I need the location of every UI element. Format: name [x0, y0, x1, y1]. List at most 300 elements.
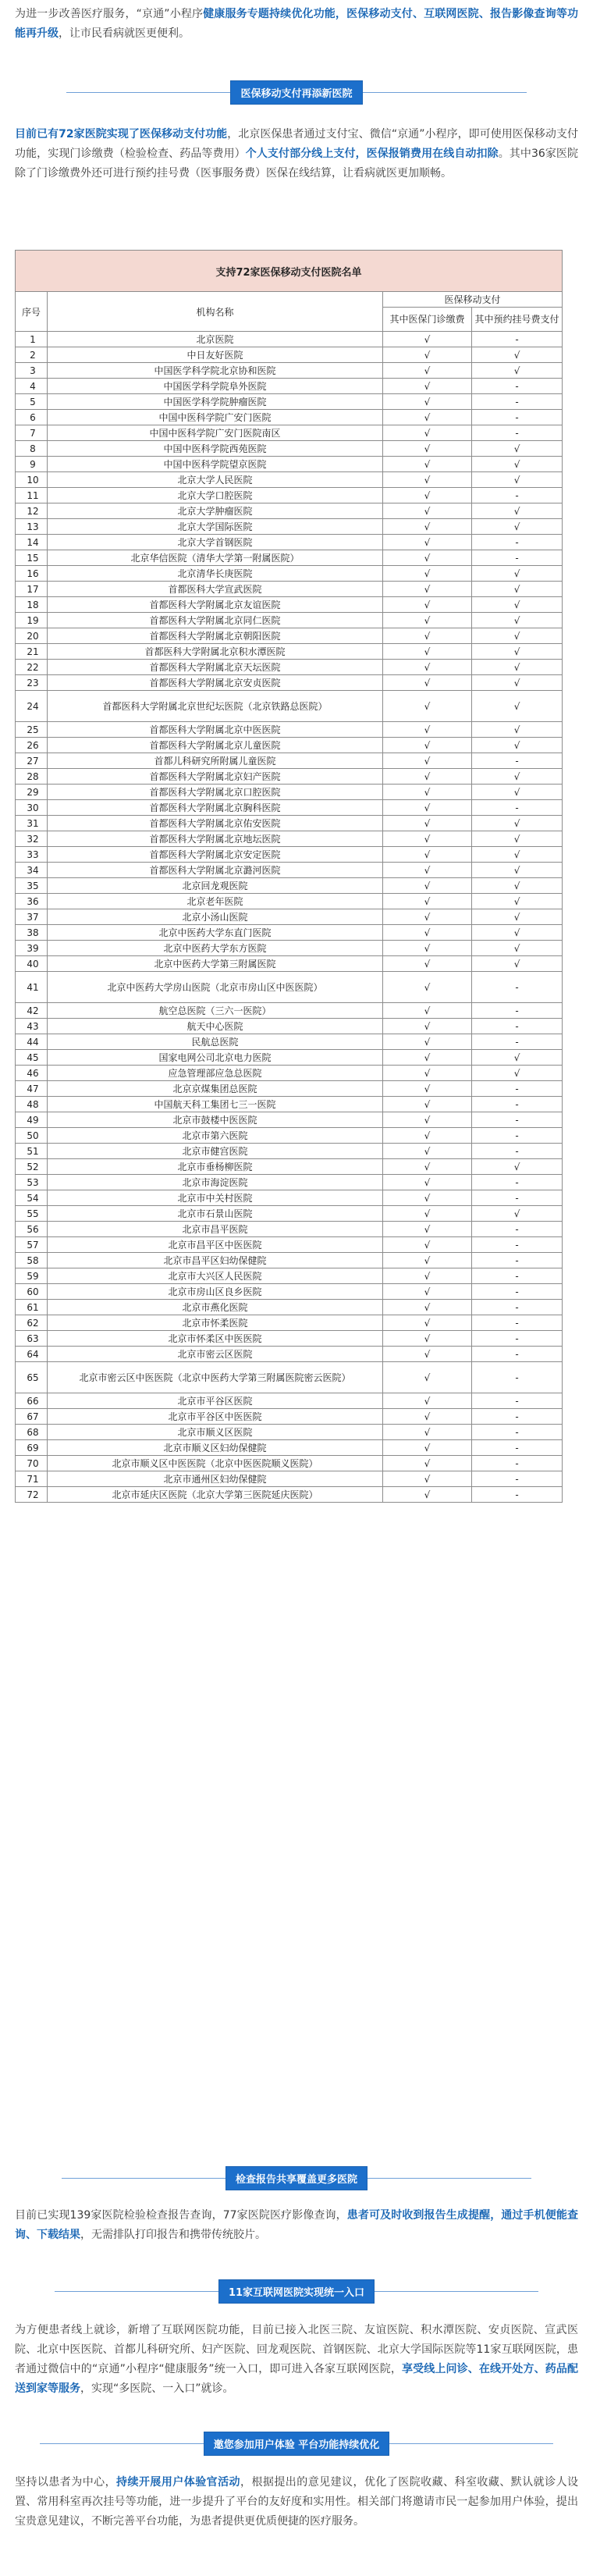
row-number: 43: [16, 1019, 48, 1034]
row-number: 51: [16, 1144, 48, 1159]
title-rule-left: [62, 2178, 225, 2179]
registration-pay-mark: -: [472, 535, 563, 550]
registration-pay-mark: -: [472, 1409, 563, 1425]
institution-name: 首都医科大学附属北京天坛医院: [48, 660, 383, 675]
outpatient-pay-mark: √: [383, 1237, 472, 1253]
outpatient-pay-mark: √: [383, 613, 472, 628]
row-number: 24: [16, 691, 48, 722]
registration-pay-mark: √: [472, 675, 563, 691]
outpatient-pay-mark: √: [383, 628, 472, 644]
institution-name: 中国医学科学院北京协和医院: [48, 363, 383, 379]
outpatient-pay-mark: √: [383, 1003, 472, 1019]
row-number: 39: [16, 941, 48, 956]
mobile-pay-text-1: ，北京医保患者通过支付宝、微信“京通”小程序，即可使用医保移动支付功能，实现门诊缴费（检验检查、药品等费用）: [15, 128, 578, 160]
section-title-mobile-pay: [0, 80, 593, 105]
institution-name: 中国中医科学院西苑医院: [48, 441, 383, 457]
row-number: 12: [16, 503, 48, 519]
institution-name: 北京京煤集团总医院: [48, 1081, 383, 1097]
hospital-table-wrap: [0, 250, 593, 1503]
outpatient-pay-mark: √: [383, 1331, 472, 1347]
row-number: 47: [16, 1081, 48, 1097]
institution-name: 北京市燕化医院: [48, 1300, 383, 1315]
row-number: 21: [16, 644, 48, 660]
registration-pay-mark: -: [472, 1393, 563, 1409]
table-row: [16, 535, 563, 550]
row-number: 11: [16, 488, 48, 503]
registration-pay-mark: -: [472, 1128, 563, 1144]
outpatient-pay-mark: √: [383, 1175, 472, 1190]
table-row: [16, 1050, 563, 1066]
row-number: 56: [16, 1222, 48, 1237]
row-number: 14: [16, 535, 48, 550]
outpatient-pay-mark: √: [383, 1159, 472, 1175]
table-row: [16, 1300, 563, 1315]
registration-pay-mark: √: [472, 816, 563, 831]
table-row: [16, 1268, 563, 1284]
institution-name: 首都医科大学附属北京妇产医院: [48, 769, 383, 785]
table-row: [16, 1237, 563, 1253]
institution-name: 航天中心医院: [48, 1019, 383, 1034]
row-number: 20: [16, 628, 48, 644]
row-number: 16: [16, 566, 48, 582]
institution-name: 北京大学口腔医院: [48, 488, 383, 503]
registration-pay-mark: √: [472, 566, 563, 582]
institution-name: 首都医科大学附属北京潞河医院: [48, 863, 383, 878]
institution-name: 首都医科大学附属北京佑安医院: [48, 816, 383, 831]
institution-name: 中国航天科工集团七三一医院: [48, 1097, 383, 1112]
outpatient-pay-mark: √: [383, 1456, 472, 1471]
reports-text: 目前已实现139家医院检验检查报告查询，77家医院医疗影像查询，: [15, 2209, 347, 2222]
row-number: 60: [16, 1284, 48, 1300]
outpatient-pay-mark: √: [383, 1315, 472, 1331]
registration-pay-mark: -: [472, 1034, 563, 1050]
outpatient-pay-mark: √: [383, 394, 472, 410]
institution-name: 北京市鼓楼中医医院: [48, 1112, 383, 1128]
header-institution: 机构名称: [48, 292, 383, 332]
row-number: 68: [16, 1425, 48, 1440]
table-row: [16, 1081, 563, 1097]
table-row: [16, 691, 563, 722]
registration-pay-mark: √: [472, 691, 563, 722]
table-row: [16, 878, 563, 894]
outpatient-pay-mark: √: [383, 425, 472, 441]
table-row: [16, 816, 563, 831]
outpatient-pay-mark: √: [383, 1144, 472, 1159]
registration-pay-mark: -: [472, 1315, 563, 1331]
header-mobile-pay: 医保移动支付: [383, 292, 563, 308]
row-number: 29: [16, 785, 48, 800]
registration-pay-mark: √: [472, 441, 563, 457]
registration-pay-mark: -: [472, 550, 563, 566]
registration-pay-mark: √: [472, 660, 563, 675]
table-row: [16, 909, 563, 925]
outpatient-pay-mark: √: [383, 1206, 472, 1222]
row-number: 28: [16, 769, 48, 785]
registration-pay-mark: √: [472, 941, 563, 956]
table-row: [16, 1331, 563, 1347]
institution-name: 首都医科大学附属北京积水潭医院: [48, 644, 383, 660]
institution-name: 航空总医院（三六一医院）: [48, 1003, 383, 1019]
table-row: [16, 410, 563, 425]
institution-name: 北京华信医院（清华大学第一附属医院）: [48, 550, 383, 566]
institution-name: 北京中医药大学房山医院（北京市房山区中医医院）: [48, 972, 383, 1003]
institution-name: 北京市昌平区妇幼保健院: [48, 1253, 383, 1268]
outpatient-pay-mark: √: [383, 379, 472, 394]
outpatient-pay-mark: √: [383, 1222, 472, 1237]
outpatient-pay-mark: √: [383, 1440, 472, 1456]
institution-name: 北京小汤山医院: [48, 909, 383, 925]
outpatient-pay-mark: √: [383, 722, 472, 738]
mobile-pay-highlight-1: 目前已有72家医院实现了医保移动支付功能: [15, 128, 228, 141]
outpatient-pay-mark: √: [383, 1097, 472, 1112]
outpatient-pay-mark: √: [383, 1081, 472, 1097]
row-number: 6: [16, 410, 48, 425]
section-title-reports: [0, 2166, 593, 2190]
table-body: [16, 332, 563, 1503]
institution-name: 北京市密云区中医医院（北京中医药大学第三附属医院密云医院）: [48, 1362, 383, 1393]
table-row: [16, 1425, 563, 1440]
table-row: [16, 847, 563, 863]
table-row: [16, 941, 563, 956]
table-row: [16, 1144, 563, 1159]
outpatient-pay-mark: √: [383, 550, 472, 566]
institution-name: 北京大学肿瘤医院: [48, 503, 383, 519]
table-row: [16, 441, 563, 457]
section-title-internet-hospital: [0, 2279, 593, 2304]
table-row: [16, 660, 563, 675]
title-rule-left: [40, 2443, 204, 2444]
table-row: [16, 582, 563, 597]
outpatient-pay-mark: √: [383, 1393, 472, 1409]
table-row: [16, 379, 563, 394]
outpatient-pay-mark: √: [383, 785, 472, 800]
table-row: [16, 1456, 563, 1471]
row-number: 32: [16, 831, 48, 847]
table-row: [16, 1440, 563, 1456]
table-row: [16, 550, 563, 566]
row-number: 45: [16, 1050, 48, 1066]
institution-name: 首都儿科研究所附属儿童医院: [48, 753, 383, 769]
registration-pay-mark: √: [472, 644, 563, 660]
title-rule-left: [66, 92, 230, 93]
outpatient-pay-mark: √: [383, 894, 472, 909]
institution-name: 中国中医科学院广安门医院: [48, 410, 383, 425]
institution-name: 首都医科大学附属北京地坛医院: [48, 831, 383, 847]
institution-name: 首都医科大学宣武医院: [48, 582, 383, 597]
registration-pay-mark: -: [472, 332, 563, 347]
registration-pay-mark: -: [472, 1300, 563, 1315]
section-title-label: 检查报告共享覆盖更多医院: [225, 2166, 368, 2190]
outpatient-pay-mark: √: [383, 878, 472, 894]
title-rule-right: [389, 2443, 553, 2444]
registration-pay-mark: -: [472, 488, 563, 503]
table-row: [16, 769, 563, 785]
row-number: 59: [16, 1268, 48, 1284]
row-number: 67: [16, 1409, 48, 1425]
registration-pay-mark: -: [472, 1097, 563, 1112]
table-row: [16, 1128, 563, 1144]
row-number: 52: [16, 1159, 48, 1175]
registration-pay-mark: √: [472, 831, 563, 847]
outpatient-pay-mark: √: [383, 503, 472, 519]
registration-pay-mark: -: [472, 1175, 563, 1190]
institution-name: 北京老年医院: [48, 894, 383, 909]
internet-hospital-paragraph: [15, 2321, 578, 2399]
reports-highlight: 患者可及时收到报告生成提醒，通过手机便能查询、下载结果: [15, 2209, 578, 2241]
outpatient-pay-mark: √: [383, 941, 472, 956]
mobile-pay-paragraph: [15, 125, 578, 183]
header-registration-pay: 其中预约挂号费支付: [472, 308, 563, 332]
outpatient-pay-mark: √: [383, 1284, 472, 1300]
table-row: [16, 1097, 563, 1112]
outpatient-pay-mark: √: [383, 660, 472, 675]
row-number: 58: [16, 1253, 48, 1268]
outpatient-pay-mark: √: [383, 1487, 472, 1503]
intro-paragraph: [15, 5, 578, 44]
institution-name: 北京市通州区妇幼保健院: [48, 1471, 383, 1487]
institution-name: 北京市海淀医院: [48, 1175, 383, 1190]
row-number: 8: [16, 441, 48, 457]
hospital-table: [15, 250, 563, 1503]
registration-pay-mark: √: [472, 878, 563, 894]
institution-name: 首都医科大学附属北京胸科医院: [48, 800, 383, 816]
registration-pay-mark: -: [472, 425, 563, 441]
row-number: 64: [16, 1347, 48, 1362]
registration-pay-mark: -: [472, 753, 563, 769]
registration-pay-mark: √: [472, 785, 563, 800]
institution-name: 北京市昌平医院: [48, 1222, 383, 1237]
row-number: 25: [16, 722, 48, 738]
outpatient-pay-mark: √: [383, 1409, 472, 1425]
registration-pay-mark: √: [472, 503, 563, 519]
row-number: 19: [16, 613, 48, 628]
internet-hospital-highlight: 享受线上问诊、在线开处方、药品配送到家等服务: [15, 2363, 578, 2395]
outpatient-pay-mark: √: [383, 691, 472, 722]
table-row: [16, 972, 563, 1003]
institution-name: 首都医科大学附属北京儿童医院: [48, 738, 383, 753]
table-row: [16, 628, 563, 644]
registration-pay-mark: √: [472, 738, 563, 753]
table-row: [16, 800, 563, 816]
outpatient-pay-mark: √: [383, 1268, 472, 1284]
institution-name: 北京市昌平区中医医院: [48, 1237, 383, 1253]
row-number: 71: [16, 1471, 48, 1487]
table-row: [16, 1175, 563, 1190]
section-title-label: 医保移动支付再添新医院: [230, 80, 362, 105]
outpatient-pay-mark: √: [383, 1425, 472, 1440]
registration-pay-mark: √: [472, 582, 563, 597]
registration-pay-mark: √: [472, 1050, 563, 1066]
registration-pay-mark: -: [472, 1190, 563, 1206]
institution-name: 北京市健宫医院: [48, 1144, 383, 1159]
row-number: 18: [16, 597, 48, 613]
registration-pay-mark: -: [472, 1471, 563, 1487]
row-number: 10: [16, 472, 48, 488]
row-number: 36: [16, 894, 48, 909]
table-row: [16, 1190, 563, 1206]
table-row: [16, 1206, 563, 1222]
outpatient-pay-mark: √: [383, 972, 472, 1003]
institution-name: 北京大学首钢医院: [48, 535, 383, 550]
row-number: 33: [16, 847, 48, 863]
table-row: [16, 613, 563, 628]
table-row: [16, 722, 563, 738]
registration-pay-mark: √: [472, 363, 563, 379]
registration-pay-mark: √: [472, 722, 563, 738]
institution-name: 北京大学国际医院: [48, 519, 383, 535]
institution-name: 首都医科大学附属北京安贞医院: [48, 675, 383, 691]
registration-pay-mark: √: [472, 1159, 563, 1175]
table-row: [16, 1284, 563, 1300]
registration-pay-mark: -: [472, 1440, 563, 1456]
institution-name: 中国医学科学院肿瘤医院: [48, 394, 383, 410]
outpatient-pay-mark: √: [383, 831, 472, 847]
row-number: 69: [16, 1440, 48, 1456]
title-rule-left: [55, 2291, 218, 2292]
registration-pay-mark: √: [472, 894, 563, 909]
reports-paragraph: [15, 2206, 578, 2245]
outpatient-pay-mark: √: [383, 535, 472, 550]
row-number: 57: [16, 1237, 48, 1253]
table-row: [16, 644, 563, 660]
row-number: 62: [16, 1315, 48, 1331]
registration-pay-mark: -: [472, 1268, 563, 1284]
row-number: 1: [16, 332, 48, 347]
institution-name: 北京市大兴区人民医院: [48, 1268, 383, 1284]
registration-pay-mark: √: [472, 472, 563, 488]
user-experience-text-end: ，根据提出的意见建议，优化了医院收藏、科室收藏、默认就诊人设置、常用科室再次挂号等功能，进一步提升了平台的友好度和实用性。相关部门将邀请市民一起参加用户体验，提出宝贵意见建议，不断完善平台功能，为患者提供更优质便捷的医疗服务。: [15, 2476, 579, 2528]
registration-pay-mark: -: [472, 1331, 563, 1347]
row-number: 30: [16, 800, 48, 816]
row-number: 38: [16, 925, 48, 941]
table-row: [16, 519, 563, 535]
registration-pay-mark: -: [472, 972, 563, 1003]
row-number: 9: [16, 457, 48, 472]
row-number: 2: [16, 347, 48, 363]
row-number: 63: [16, 1331, 48, 1347]
intro-text: 为进一步改善医疗服务，“京通”小程序: [15, 8, 204, 20]
institution-name: 北京市垂杨柳医院: [48, 1159, 383, 1175]
internet-hospital-text-end: ，实现“多医院、一入口”就诊。: [80, 2382, 234, 2395]
table-row: [16, 488, 563, 503]
registration-pay-mark: √: [472, 847, 563, 863]
outpatient-pay-mark: √: [383, 800, 472, 816]
registration-pay-mark: √: [472, 1206, 563, 1222]
intro-highlight: 健康服务专题持续优化功能，医保移动支付、互联网医院、报告影像查询等功能再升级: [15, 8, 578, 40]
row-number: 37: [16, 909, 48, 925]
user-experience-text: 坚持以患者为中心，: [15, 2476, 117, 2489]
registration-pay-mark: -: [472, 1487, 563, 1503]
institution-name: 北京中医药大学东直门医院: [48, 925, 383, 941]
row-number: 35: [16, 878, 48, 894]
row-number: 5: [16, 394, 48, 410]
table-row: [16, 753, 563, 769]
institution-name: 北京中医药大学东方医院: [48, 941, 383, 956]
registration-pay-mark: -: [472, 1112, 563, 1128]
table-row: [16, 1066, 563, 1081]
outpatient-pay-mark: √: [383, 863, 472, 878]
registration-pay-mark: √: [472, 909, 563, 925]
table-row: [16, 457, 563, 472]
institution-name: 北京医院: [48, 332, 383, 347]
internet-hospital-text: 为方便患者线上就诊，新增了互联网医院功能，目前已接入北医三院、友谊医院、积水潭医院、安贞医院、宣武医院、北京中医医院、首都儿科研究所、妇产医院、回龙观医院、首钢医院、北京大学国际医院等11家互联网医院，患者通过微信中的“京通”小程序“健康服务”统一入口，即可进入各家互联网医院，: [15, 2324, 578, 2375]
outpatient-pay-mark: √: [383, 347, 472, 363]
table-row: [16, 1222, 563, 1237]
institution-name: 中日友好医院: [48, 347, 383, 363]
mobile-pay-text-2: 。其中36家医院除了门诊缴费外还可进行预约挂号费（医事服务费）医保在线结算，让看病就医更加顺畅。: [15, 148, 579, 180]
institution-name: 中国中医科学院广安门医院南区: [48, 425, 383, 441]
outpatient-pay-mark: √: [383, 738, 472, 753]
institution-name: 应急管理部应急总医院: [48, 1066, 383, 1081]
outpatient-pay-mark: √: [383, 1471, 472, 1487]
row-number: 46: [16, 1066, 48, 1081]
registration-pay-mark: -: [472, 394, 563, 410]
institution-name: 北京市平谷区医院: [48, 1393, 383, 1409]
institution-name: 民航总医院: [48, 1034, 383, 1050]
outpatient-pay-mark: √: [383, 1300, 472, 1315]
user-experience-paragraph: [15, 2473, 578, 2532]
table-row: [16, 1393, 563, 1409]
row-number: 40: [16, 956, 48, 972]
registration-pay-mark: -: [472, 800, 563, 816]
outpatient-pay-mark: √: [383, 472, 472, 488]
outpatient-pay-mark: √: [383, 1066, 472, 1081]
table-row: [16, 425, 563, 441]
registration-pay-mark: -: [472, 1253, 563, 1268]
institution-name: 中国中医科学院望京医院: [48, 457, 383, 472]
row-number: 31: [16, 816, 48, 831]
registration-pay-mark: √: [472, 956, 563, 972]
header-number: 序号: [16, 292, 48, 332]
registration-pay-mark: -: [472, 1284, 563, 1300]
institution-name: 北京市延庆区医院（北京大学第三医院延庆医院）: [48, 1487, 383, 1503]
outpatient-pay-mark: √: [383, 1253, 472, 1268]
outpatient-pay-mark: √: [383, 566, 472, 582]
row-number: 4: [16, 379, 48, 394]
institution-name: 北京清华长庚医院: [48, 566, 383, 582]
registration-pay-mark: -: [472, 1081, 563, 1097]
table-row: [16, 1347, 563, 1362]
row-number: 3: [16, 363, 48, 379]
table-row: [16, 347, 563, 363]
title-rule-right: [363, 92, 527, 93]
table-row: [16, 472, 563, 488]
institution-name: 北京中医药大学第三附属医院: [48, 956, 383, 972]
registration-pay-mark: -: [472, 410, 563, 425]
institution-name: 北京市第六医院: [48, 1128, 383, 1144]
institution-name: 北京市房山区良乡医院: [48, 1284, 383, 1300]
institution-name: 北京市顺义区医院: [48, 1425, 383, 1440]
reports-text-end: ，无需排队打印报告和携带传统胶片。: [80, 2229, 266, 2241]
table-row: [16, 675, 563, 691]
row-number: 72: [16, 1487, 48, 1503]
row-number: 34: [16, 863, 48, 878]
institution-name: 首都医科大学附属北京世纪坛医院（北京铁路总医院）: [48, 691, 383, 722]
institution-name: 首都医科大学附属北京安定医院: [48, 847, 383, 863]
table-row: [16, 394, 563, 410]
institution-name: 北京市平谷区中医医院: [48, 1409, 383, 1425]
row-number: 65: [16, 1362, 48, 1393]
row-number: 66: [16, 1393, 48, 1409]
registration-pay-mark: √: [472, 457, 563, 472]
outpatient-pay-mark: √: [383, 925, 472, 941]
table-row: [16, 1471, 563, 1487]
outpatient-pay-mark: √: [383, 332, 472, 347]
registration-pay-mark: -: [472, 1456, 563, 1471]
table-row: [16, 1034, 563, 1050]
institution-name: 首都医科大学附属北京口腔医院: [48, 785, 383, 800]
row-number: 41: [16, 972, 48, 1003]
